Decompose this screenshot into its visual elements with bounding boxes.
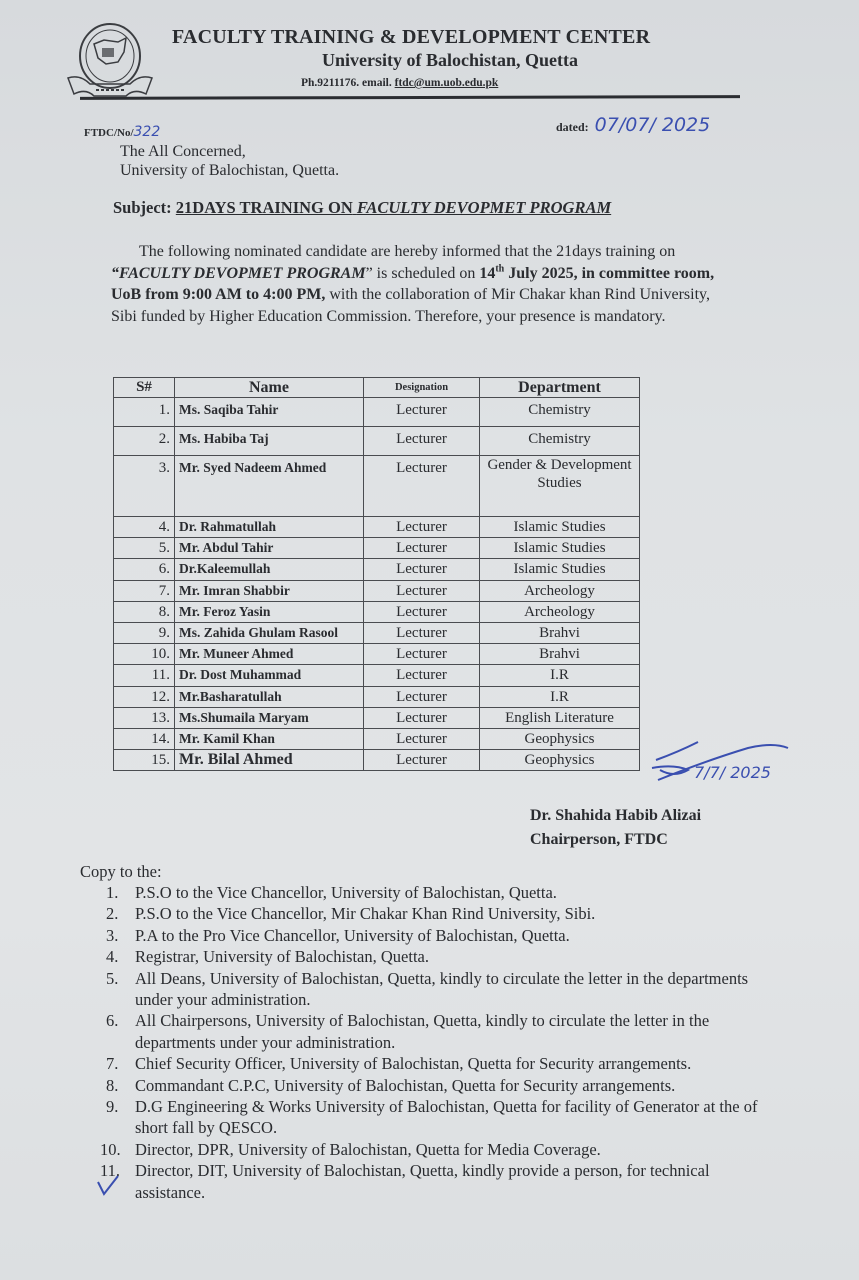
copy-to-text: Registrar, University of Balochistan, Quetta.: [135, 947, 429, 967]
copy-to-item: [100, 1160, 776, 1203]
serial-cell: 7.: [114, 580, 175, 601]
name-cell: Dr.Kaleemullah: [175, 559, 364, 580]
name-cell: Ms. Saqiba Tahir: [175, 398, 364, 427]
copy-to-text: All Chairpersons, University of Balochistan, Quetta, kindly to circulate the letter in the departments under your administration.: [135, 1011, 710, 1052]
copy-to-text: Director, DPR, University of Balochistan, Quetta for Media Coverage.: [135, 1139, 601, 1159]
serial-cell: 1.: [114, 398, 175, 427]
body-intro: The following nominated candidate are hereby informed that the 21days training on: [139, 243, 676, 260]
copy-to-item: [106, 925, 776, 946]
body-rest: with the collaboration of Mir Chakar khan Rind University, Sibi funded by Higher Education Commission. Therefore, your presence is mandatory.: [111, 286, 710, 325]
table-header-row: [114, 378, 640, 398]
table-row: [114, 750, 640, 771]
header-department: Department: [480, 378, 640, 398]
name-cell: Dr. Rahmatullah: [175, 517, 364, 538]
serial-cell: 15.: [114, 750, 175, 771]
university-seal-logo: [60, 18, 160, 102]
copy-to-item: [106, 903, 776, 924]
copy-to-heading: Copy to the:: [80, 862, 162, 881]
handwritten-date: 07/07/ 2025: [594, 114, 711, 136]
designation-cell: Lecturer: [364, 750, 480, 771]
addressee-line-2: University of Balochistan, Quetta.: [120, 162, 340, 179]
addressee-line-1: The All Concerned,: [120, 143, 246, 160]
designation-cell: Lecturer: [364, 728, 480, 749]
copy-to-text: Commandant C.P.C, University of Balochistan, Quetta for Security arrangements.: [135, 1075, 676, 1095]
subject-program: FACULTY DEVOPMET PROGRAM: [356, 198, 612, 217]
serial-cell: 8.: [114, 601, 175, 622]
designation-cell: Lecturer: [364, 707, 480, 728]
subject-title: 21DAYS TRAINING ON: [175, 198, 353, 217]
copy-to-number: 6.: [106, 1011, 119, 1031]
department-cell: Archeology: [480, 580, 640, 601]
table-row: [114, 398, 640, 427]
department-cell: Chemistry: [480, 427, 640, 456]
copy-to-item: [106, 882, 776, 903]
copy-to-number: 9.: [106, 1097, 119, 1117]
body-paragraph: [111, 241, 736, 327]
copy-to-text: All Deans, University of Balochistan, Quetta, kindly to circulate the letter in the departments under your administration.: [135, 968, 749, 1010]
header-name: Name: [175, 378, 364, 398]
name-cell: Mr. Bilal Ahmed: [175, 750, 364, 771]
serial-cell: 14.: [114, 728, 175, 749]
designation-cell: Lecturer: [364, 580, 480, 601]
serial-cell: 12.: [114, 686, 175, 707]
table-row: [114, 707, 640, 728]
table-row: [114, 538, 640, 559]
body-date-suffix: th: [495, 263, 505, 275]
designation-cell: Lecturer: [364, 601, 480, 622]
copy-to-number: 1.: [106, 883, 119, 902]
department-cell: Chemistry: [480, 398, 640, 427]
department-cell: Geophysics: [480, 728, 640, 749]
name-cell: Ms.Shumaila Maryam: [175, 707, 364, 728]
copy-to-list: [100, 882, 776, 1203]
copy-to-item: [106, 968, 776, 1011]
department-cell: I.R: [480, 665, 640, 686]
name-cell: Mr. Abdul Tahir: [175, 538, 364, 559]
copy-to-item: [106, 946, 776, 967]
table-row: [114, 622, 640, 643]
designation-cell: Lecturer: [364, 644, 480, 665]
table-row: [114, 580, 640, 601]
copy-to-item: [106, 1010, 776, 1053]
serial-cell: 11.: [114, 665, 175, 686]
copy-to-number: 3.: [106, 925, 119, 945]
copy-to-number: 7.: [106, 1054, 119, 1074]
copy-to-number: 10.: [100, 1139, 121, 1159]
signature-date: 7/7/ 2025: [694, 763, 771, 782]
department-cell: Islamic Studies: [480, 538, 640, 559]
copy-to-item: [106, 1075, 776, 1096]
copy-to-text: Chief Security Officer, University of Balochistan, Quetta for Security arrangements.: [135, 1054, 692, 1074]
organization-name: FACULTY TRAINING & DEVELOPMENT CENTER: [172, 26, 651, 48]
serial-cell: 10.: [114, 644, 175, 665]
designation-cell: Lecturer: [364, 622, 480, 643]
university-name: University of Balochistan, Quetta: [322, 50, 578, 70]
subject-text: [176, 198, 611, 217]
subject-label: Subject:: [113, 198, 172, 217]
header-serial: S#: [114, 378, 175, 398]
designation-cell: Lecturer: [364, 456, 480, 517]
department-cell: Islamic Studies: [480, 517, 640, 538]
copy-to-text: D.G Engineering & Works University of Balochistan, Quetta for facility of Generator at the of short fall by QESCO.: [135, 1097, 758, 1138]
copy-to-item: [100, 1139, 776, 1160]
subject-line: [113, 198, 611, 218]
table-row: [114, 601, 640, 622]
designation-cell: Lecturer: [364, 398, 480, 427]
designation-cell: Lecturer: [364, 686, 480, 707]
handwritten-checkmark-icon: [96, 1170, 136, 1200]
designation-cell: Lecturer: [364, 559, 480, 580]
table-row: [114, 686, 640, 707]
name-cell: Mr. Kamil Khan: [175, 728, 364, 749]
handwritten-signature: [648, 738, 798, 802]
copy-to-number: 8.: [106, 1075, 119, 1095]
copy-to-number: 11.: [100, 1161, 121, 1181]
body-quote: ”: [365, 264, 373, 282]
reference-handwritten-number: 322: [133, 124, 161, 140]
copy-to-text: P.S.O to the Vice Chancellor, University of Balochistan, Quetta.: [135, 883, 557, 902]
copy-to-item: [106, 1053, 776, 1074]
header-designation: Designation: [364, 378, 480, 398]
signatory-title: Chairperson, FTDC: [530, 831, 668, 848]
department-cell: Brahvi: [480, 622, 640, 643]
copy-to-number: 5.: [106, 968, 119, 988]
serial-cell: 5.: [114, 538, 175, 559]
name-cell: Dr. Dost Muhammad: [175, 665, 364, 686]
serial-cell: 13.: [114, 707, 175, 728]
serial-cell: 9.: [114, 622, 175, 643]
table-row: [114, 427, 640, 456]
designation-cell: Lecturer: [364, 665, 480, 686]
name-cell: Ms. Zahida Ghulam Rasool: [175, 622, 364, 643]
reference-label: FTDC/No/: [84, 127, 134, 139]
copy-to-number: 4.: [106, 947, 119, 967]
name-cell: Ms. Habiba Taj: [175, 427, 364, 456]
body-date-day: 14: [479, 264, 496, 282]
serial-cell: 4.: [114, 517, 175, 538]
body-scheduled: is scheduled on: [372, 264, 480, 282]
dated-label: dated:: [556, 120, 589, 134]
department-cell: Archeology: [480, 601, 640, 622]
copy-to-item: [106, 1096, 776, 1139]
signatory-name: Dr. Shahida Habib Alizai: [530, 807, 702, 824]
copy-to-text: P.A to the Pro Vice Chancellor, University of Balochistan, Quetta.: [135, 925, 570, 945]
table-row: [114, 644, 640, 665]
table-row: [114, 559, 640, 580]
name-cell: Mr. Syed Nadeem Ahmed: [175, 456, 364, 517]
department-cell: English Literature: [480, 707, 640, 728]
table-row: [114, 456, 640, 517]
copy-to-text: P.S.O to the Vice Chancellor, Mir Chakar Khan Rind University, Sibi.: [135, 904, 596, 924]
table-row: [114, 728, 640, 749]
designation-cell: Lecturer: [364, 538, 480, 559]
name-cell: Mr. Feroz Yasin: [175, 601, 364, 622]
nominees-table: [113, 377, 640, 771]
table-row: [114, 665, 640, 686]
department-cell: I.R: [480, 686, 640, 707]
serial-cell: 3.: [114, 456, 175, 517]
name-cell: Mr.Basharatullah: [175, 686, 364, 707]
department-cell: Gender & Development Studies: [480, 456, 640, 517]
name-cell: Mr. Muneer Ahmed: [175, 644, 364, 665]
body-date-rest: July 2025, in committee room, UoB from 9:00 AM to 4:00 PM,: [111, 264, 715, 303]
serial-cell: 6.: [114, 559, 175, 580]
date-line: [556, 114, 710, 138]
contact-line: [301, 76, 498, 90]
copy-to-number: 2.: [106, 904, 119, 924]
designation-cell: Lecturer: [364, 427, 480, 456]
reference-number: [84, 124, 160, 141]
email-link[interactable]: ftdc@um.uob.edu.pk: [394, 77, 499, 89]
phone-text: Ph.9211176. email.: [301, 77, 392, 89]
department-cell: Brahvi: [480, 644, 640, 665]
copy-to-text: Director, DIT, University of Balochistan, Quetta, kindly provide a person, for technical assistance.: [135, 1161, 710, 1202]
designation-cell: Lecturer: [364, 517, 480, 538]
name-cell: Mr. Imran Shabbir: [175, 580, 364, 601]
serial-cell: 2.: [114, 427, 175, 456]
department-cell: Geophysics: [480, 750, 640, 771]
department-cell: Islamic Studies: [480, 559, 640, 580]
letterhead-divider: [80, 95, 740, 100]
body-program: “FACULTY DEVOPMET PROGRAM: [111, 264, 366, 282]
table-row: [114, 517, 640, 538]
